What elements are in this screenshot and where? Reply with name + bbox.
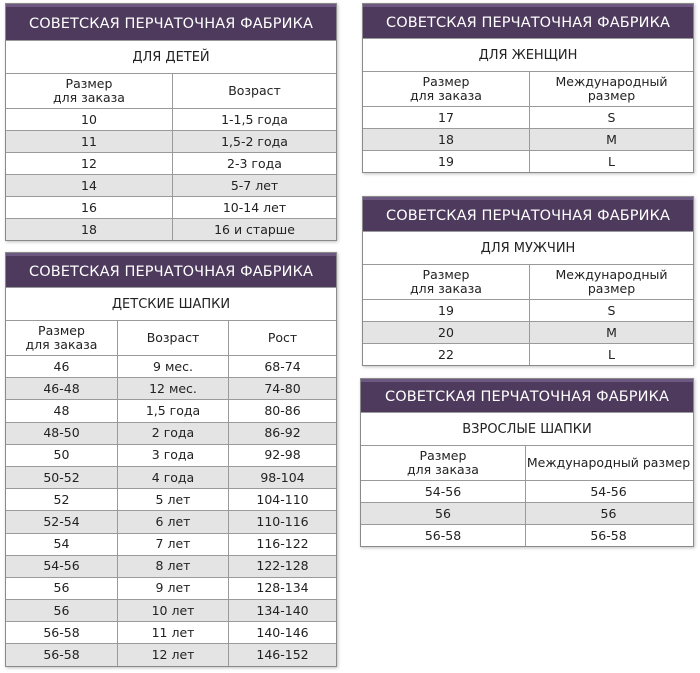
- table-row: [361, 524, 693, 546]
- column-header-row: [363, 264, 693, 299]
- column-header-row: [6, 73, 336, 108]
- table-row: [6, 355, 336, 377]
- table-cell: S: [529, 107, 693, 128]
- table-row: [6, 510, 336, 532]
- table-cell: 18: [81, 221, 97, 237]
- column-header-row: [6, 320, 336, 355]
- table-cell: 19: [438, 153, 454, 169]
- table-cell: 5-7 лет: [172, 175, 336, 196]
- table-cell: 52-54: [43, 513, 80, 529]
- column-header: Международный размер: [529, 265, 693, 299]
- column-header: Размер для заказа: [410, 74, 482, 103]
- table-cell: 74-80: [228, 378, 336, 399]
- table-cell: 18: [438, 131, 454, 147]
- table-cell: 56: [53, 580, 70, 596]
- table-cell: 92-98: [228, 445, 336, 466]
- table-subtitle: ДЛЯ ДЕТЕЙ: [6, 40, 336, 73]
- table-cell: 4 года: [117, 467, 228, 488]
- column-header: Международный размер: [525, 446, 691, 480]
- table-row: [363, 299, 693, 321]
- table-cell: 56-58: [525, 525, 691, 546]
- table-row: [363, 150, 693, 172]
- table-subtitle: ДЕТСКИЕ ШАПКИ: [6, 287, 336, 320]
- table-cell: 7 лет: [117, 534, 228, 555]
- table-cell: 110-116: [228, 511, 336, 532]
- women-table: [362, 3, 694, 173]
- table-row: [363, 128, 693, 150]
- column-header: Размер для заказа: [410, 267, 482, 296]
- table-cell: 52: [53, 491, 70, 507]
- table-cell: 11 лет: [117, 622, 228, 643]
- table-row: [6, 466, 336, 488]
- table-cell: M: [529, 322, 693, 343]
- table-cell: 14: [81, 177, 97, 193]
- table-cell: 140-146: [228, 622, 336, 643]
- table-cell: 22: [438, 346, 454, 362]
- table-cell: 56-58: [424, 527, 462, 543]
- table-cell: 54-56: [424, 483, 462, 499]
- table-cell: 10: [81, 111, 97, 127]
- table-row: [6, 108, 336, 130]
- table-cell: 56: [435, 505, 451, 521]
- table-cell: 116-122: [228, 534, 336, 555]
- table-cell: 20: [438, 324, 454, 340]
- table-cell: 1,5 года: [117, 400, 228, 421]
- column-header: Размер для заказа: [25, 323, 98, 352]
- table-row: [6, 377, 336, 399]
- table-cell: 48: [53, 402, 70, 418]
- table-cell: 19: [438, 302, 454, 318]
- table-cell: 3 года: [117, 445, 228, 466]
- table-cell: 12 мес.: [117, 378, 228, 399]
- table-cell: 80-86: [228, 400, 336, 421]
- table-cell: M: [529, 129, 693, 150]
- men-table: [362, 196, 694, 366]
- kids-table: [5, 3, 337, 241]
- table-cell: 50: [53, 447, 70, 463]
- table-row: [6, 218, 336, 240]
- adult-hats-table: [360, 378, 694, 547]
- table-cell: 146-152: [228, 644, 336, 665]
- table-row: [363, 343, 693, 365]
- column-header: Возраст: [172, 74, 336, 108]
- table-cell: 12 лет: [117, 644, 228, 665]
- column-header-row: [361, 445, 693, 480]
- table-cell: 54: [53, 536, 70, 552]
- table-cell: 48-50: [43, 425, 80, 441]
- table-cell: 104-110: [228, 489, 336, 510]
- column-header: Возраст: [117, 321, 228, 355]
- table-cell: 46-48: [43, 380, 80, 396]
- table-row: [6, 577, 336, 599]
- column-header: Размер для заказа: [53, 76, 125, 105]
- table-cell: 6 лет: [117, 511, 228, 532]
- table-title: СОВЕТСКАЯ ПЕРЧАТОЧНАЯ ФАБРИКА: [363, 197, 693, 231]
- table-cell: 1-1,5 года: [172, 109, 336, 130]
- column-header-row: [363, 71, 693, 106]
- table-row: [6, 174, 336, 196]
- table-cell: 122-128: [228, 556, 336, 577]
- table-cell: 2-3 года: [172, 153, 336, 174]
- column-header: Рост: [228, 321, 336, 355]
- table-row: [6, 152, 336, 174]
- table-cell: L: [529, 344, 693, 365]
- table-cell: 56-58: [43, 624, 80, 640]
- column-header: Международный размер: [529, 72, 693, 106]
- table-cell: 16: [81, 199, 97, 215]
- table-row: [361, 480, 693, 502]
- table-cell: 17: [438, 109, 454, 125]
- table-cell: 5 лет: [117, 489, 228, 510]
- table-row: [6, 555, 336, 577]
- table-cell: 12: [81, 155, 97, 171]
- table-cell: 8 лет: [117, 556, 228, 577]
- table-row: [361, 502, 693, 524]
- table-cell: 2 года: [117, 423, 228, 444]
- table-row: [6, 621, 336, 643]
- table-row: [6, 643, 336, 665]
- table-cell: 98-104: [228, 467, 336, 488]
- table-row: [6, 599, 336, 621]
- table-row: [363, 321, 693, 343]
- table-row: [6, 422, 336, 444]
- table-cell: 1,5-2 года: [172, 131, 336, 152]
- table-cell: 11: [81, 133, 97, 149]
- table-title: СОВЕТСКАЯ ПЕРЧАТОЧНАЯ ФАБРИКА: [361, 379, 693, 412]
- table-subtitle: ДЛЯ ЖЕНЩИН: [363, 38, 693, 71]
- table-title: СОВЕТСКАЯ ПЕРЧАТОЧНАЯ ФАБРИКА: [363, 4, 693, 38]
- table-cell: 16 и старше: [172, 219, 336, 240]
- table-subtitle: ДЛЯ МУЖЧИН: [363, 231, 693, 264]
- table-cell: 54-56: [43, 558, 80, 574]
- table-cell: 128-134: [228, 578, 336, 599]
- table-cell: 10-14 лет: [172, 197, 336, 218]
- table-cell: 9 мес.: [117, 356, 228, 377]
- table-cell: 56: [53, 602, 70, 618]
- table-cell: 56-58: [43, 647, 80, 663]
- table-cell: 9 лет: [117, 578, 228, 599]
- table-cell: S: [529, 300, 693, 321]
- table-cell: L: [529, 151, 693, 172]
- table-row: [6, 488, 336, 510]
- table-row: [363, 106, 693, 128]
- column-header: Размер для заказа: [407, 448, 479, 477]
- kids-hats-table: [5, 252, 337, 667]
- table-cell: 68-74: [228, 356, 336, 377]
- table-row: [6, 444, 336, 466]
- table-row: [6, 399, 336, 421]
- table-cell: 50-52: [43, 469, 80, 485]
- table-cell: 86-92: [228, 423, 336, 444]
- table-row: [6, 130, 336, 152]
- table-title: СОВЕТСКАЯ ПЕРЧАТОЧНАЯ ФАБРИКА: [6, 4, 336, 40]
- table-cell: 54-56: [525, 481, 691, 502]
- table-row: [6, 533, 336, 555]
- table-cell: 134-140: [228, 600, 336, 621]
- table-cell: 56: [525, 503, 691, 524]
- table-cell: 10 лет: [117, 600, 228, 621]
- table-row: [6, 196, 336, 218]
- table-title: СОВЕТСКАЯ ПЕРЧАТОЧНАЯ ФАБРИКА: [6, 253, 336, 287]
- table-subtitle: ВЗРОСЛЫЕ ШАПКИ: [361, 412, 693, 445]
- table-cell: 46: [53, 358, 70, 374]
